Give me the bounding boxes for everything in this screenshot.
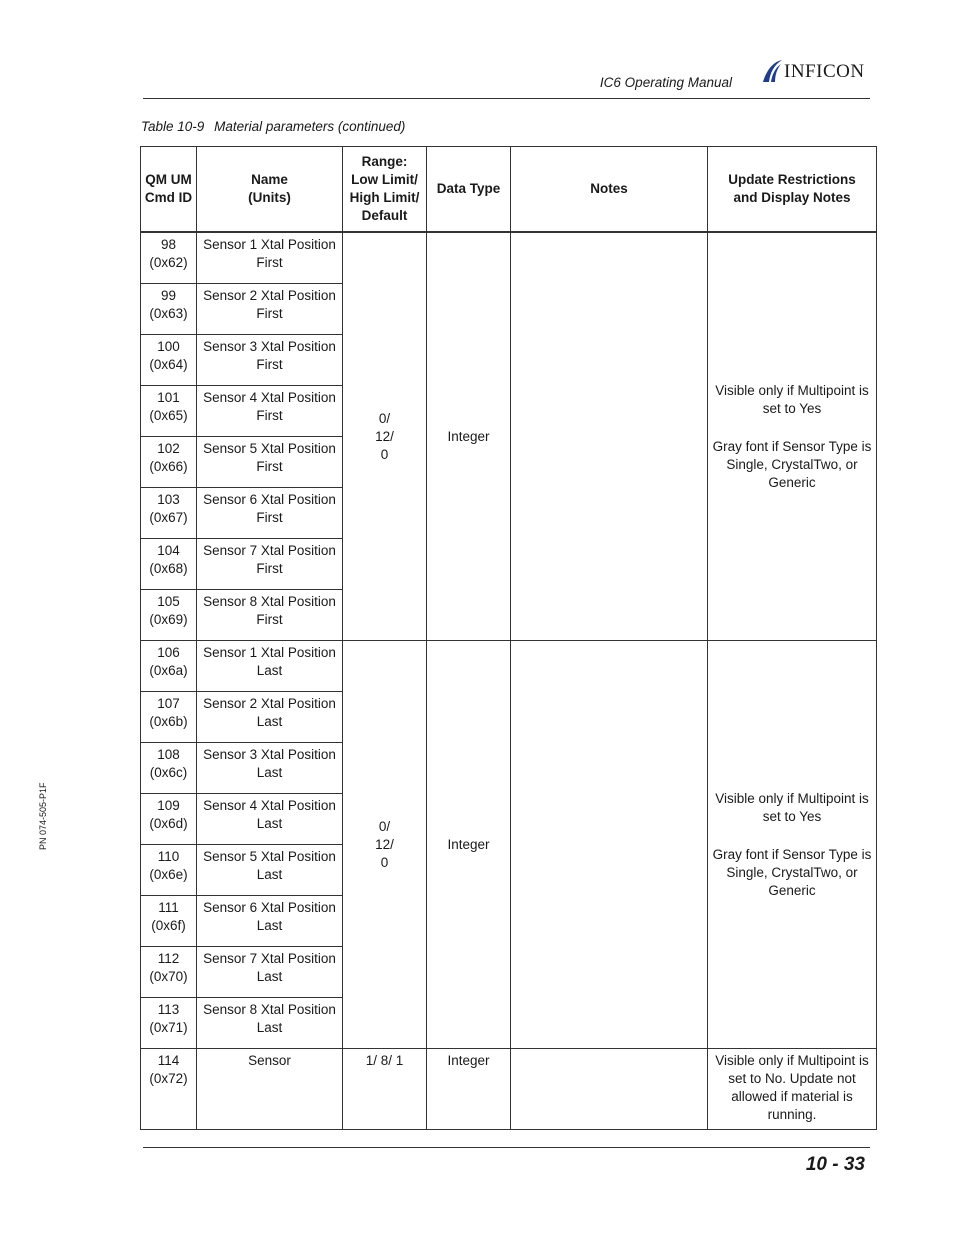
table-caption <box>141 119 405 134</box>
name-cell: Sensor 2 Xtal Position First <box>197 284 343 335</box>
name-cell: Sensor 5 Xtal Position First <box>197 437 343 488</box>
update-cell: Visible only if Multipoint is set to Yes Gray font if Sensor Type is Single, CrystalTwo, or Generic <box>708 232 877 641</box>
caption-title: Material parameters (continued) <box>214 119 406 134</box>
name-cell: Sensor 3 Xtal Position Last <box>197 743 343 794</box>
name-cell: Sensor 5 Xtal Position Last <box>197 845 343 896</box>
cmd-id-cell: 113 (0x71) <box>141 998 197 1049</box>
part-number: PN 074-505-P1F <box>38 782 48 850</box>
cmd-id-cell: 100 (0x64) <box>141 335 197 386</box>
manual-title: IC6 Operating Manual <box>599 75 732 90</box>
cmd-id-cell: 105 (0x69) <box>141 590 197 641</box>
data-type-cell: Integer <box>427 1049 511 1130</box>
header-rule <box>143 98 870 99</box>
col-header-cmd-id: QM UM Cmd ID <box>141 147 197 233</box>
name-cell: Sensor 1 Xtal Position First <box>197 232 343 284</box>
update-cell: Visible only if Multipoint is set to Yes Gray font if Sensor Type is Single, CrystalTwo, or Generic <box>708 641 877 1049</box>
cmd-id-cell: 102 (0x66) <box>141 437 197 488</box>
update-cell: Visible only if Multipoint is set to No. Update not allowed if material is running. <box>708 1049 877 1130</box>
caption-number: Table 10-9 <box>141 119 205 134</box>
name-cell: Sensor 6 Xtal Position Last <box>197 896 343 947</box>
cmd-id-cell: 103 (0x67) <box>141 488 197 539</box>
name-cell: Sensor <box>197 1049 343 1130</box>
cmd-id-cell: 98 (0x62) <box>141 232 197 284</box>
cmd-id-cell: 101 (0x65) <box>141 386 197 437</box>
name-cell: Sensor 4 Xtal Position First <box>197 386 343 437</box>
footer-rule <box>143 1147 870 1148</box>
cmd-id-cell: 110 (0x6e) <box>141 845 197 896</box>
cmd-id-cell: 114 (0x72) <box>141 1049 197 1130</box>
data-type-cell: Integer <box>427 232 511 641</box>
col-header-name: Name (Units) <box>197 147 343 233</box>
cmd-id-cell: 106 (0x6a) <box>141 641 197 692</box>
page-number: 10 - 33 <box>805 1154 865 1175</box>
cmd-id-cell: 108 (0x6c) <box>141 743 197 794</box>
name-cell: Sensor 4 Xtal Position Last <box>197 794 343 845</box>
header-row <box>141 147 877 233</box>
inficon-logo <box>760 58 875 86</box>
notes-cell <box>511 232 708 641</box>
col-header-notes: Notes <box>511 147 708 233</box>
name-cell: Sensor 6 Xtal Position First <box>197 488 343 539</box>
range-cell: 0/ 12/ 0 <box>343 232 427 641</box>
col-header-data-type: Data Type <box>427 147 511 233</box>
name-cell: Sensor 2 Xtal Position Last <box>197 692 343 743</box>
cmd-id-cell: 104 (0x68) <box>141 539 197 590</box>
table-row <box>141 1049 877 1130</box>
cmd-id-cell: 99 (0x63) <box>141 284 197 335</box>
name-cell: Sensor 8 Xtal Position Last <box>197 998 343 1049</box>
cmd-id-cell: 111 (0x6f) <box>141 896 197 947</box>
name-cell: Sensor 8 Xtal Position First <box>197 590 343 641</box>
range-cell: 1/ 8/ 1 <box>343 1049 427 1130</box>
data-type-cell: Integer <box>427 641 511 1049</box>
cmd-id-cell: 112 (0x70) <box>141 947 197 998</box>
table-row <box>141 232 877 284</box>
name-cell: Sensor 3 Xtal Position First <box>197 335 343 386</box>
logo-text: INFICON <box>784 61 865 82</box>
notes-cell <box>511 641 708 1049</box>
cmd-id-cell: 107 (0x6b) <box>141 692 197 743</box>
table-row <box>141 641 877 692</box>
name-cell: Sensor 7 Xtal Position Last <box>197 947 343 998</box>
range-cell: 0/ 12/ 0 <box>343 641 427 1049</box>
col-header-update: Update Restrictions and Display Notes <box>708 147 877 233</box>
col-header-range: Range: Low Limit/ High Limit/ Default <box>343 147 427 233</box>
name-cell: Sensor 7 Xtal Position First <box>197 539 343 590</box>
notes-cell <box>511 1049 708 1130</box>
material-parameters-table <box>140 146 877 1130</box>
name-cell: Sensor 1 Xtal Position Last <box>197 641 343 692</box>
inficon-swoosh-icon <box>760 58 784 84</box>
cmd-id-cell: 109 (0x6d) <box>141 794 197 845</box>
